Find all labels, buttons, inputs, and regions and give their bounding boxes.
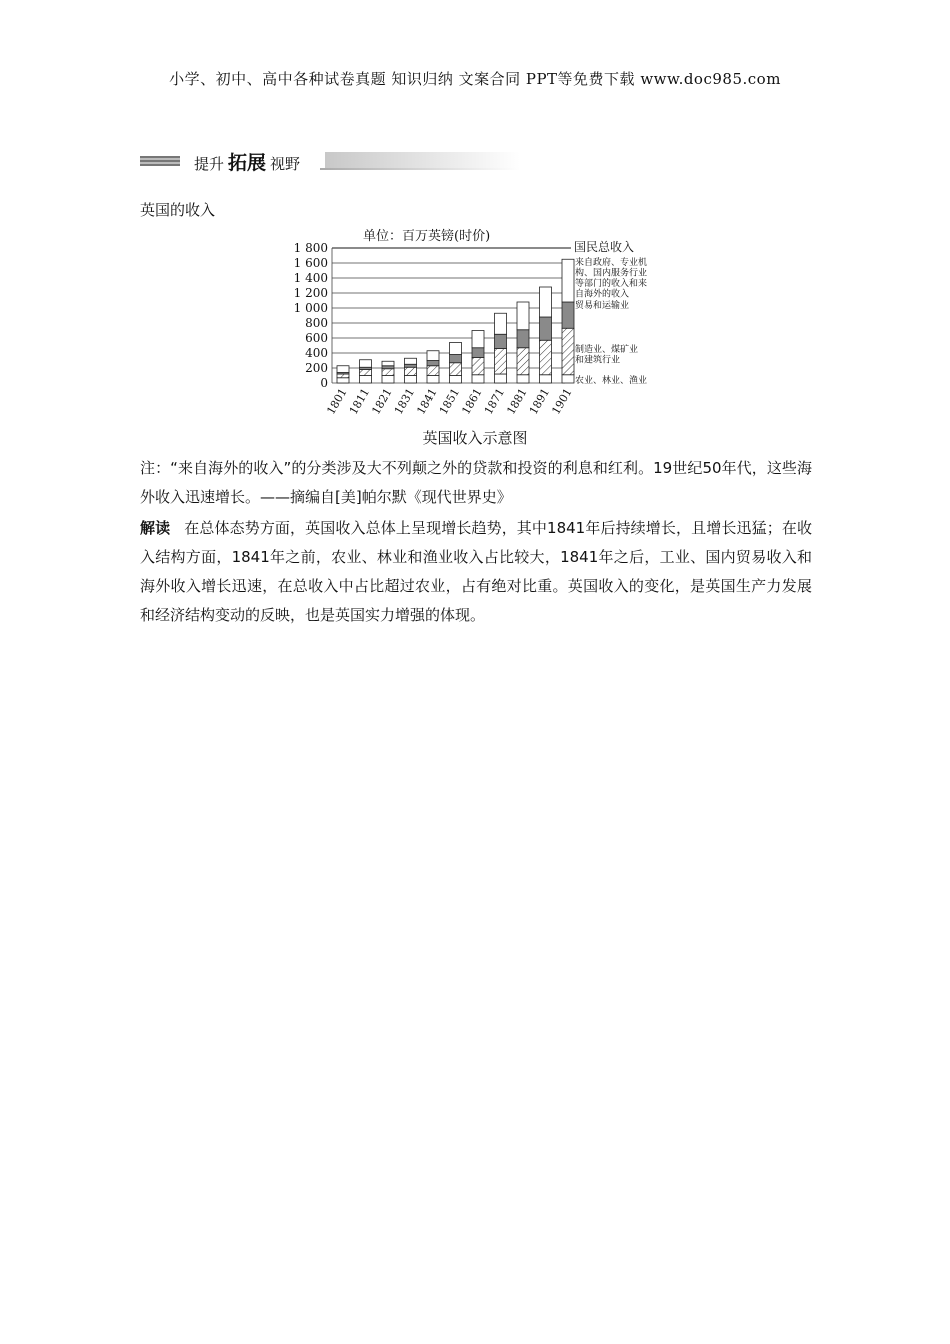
- bar-segment: [450, 363, 462, 376]
- analysis-text: 在总体态势方面，英国收入总体上呈现增长趋势，其中1841年后持续增长，且增长迅猛；在收入结构方面，1841年之前，农业、林业和渔业收入占比较大，1841年之后，工业、国内贸易收入和海外收入增长迅速，在总收入中占比超过农业，占有绝对比重。英国收入的变化，是英国生产力发展和经济结构变动的反映，也是英国实力增强的体现。: [140, 519, 812, 624]
- bar-segment: [495, 313, 507, 334]
- bar-segment: [495, 334, 507, 348]
- bar-segment: [405, 367, 417, 375]
- y-tick-label: 1 200: [295, 286, 328, 300]
- section-title: [194, 148, 300, 175]
- subheading: 英国的收入: [140, 201, 216, 219]
- x-tick-label: 1821: [369, 386, 395, 417]
- y-tick-label: 1 000: [295, 301, 328, 315]
- legend-label: 等部门的收入和来: [575, 279, 648, 289]
- bar-segment: [360, 376, 372, 384]
- section-banner: [140, 146, 520, 174]
- bar-segment: [382, 361, 394, 366]
- chart-caption: 英国收入示意图: [422, 429, 528, 447]
- bar-segment: [540, 317, 552, 340]
- bar-segment: [517, 302, 529, 330]
- legend-label: 贸易和运输业: [575, 301, 630, 311]
- bar-segment: [450, 355, 462, 363]
- income-chart-svg: [295, 225, 675, 425]
- bar-segment: [427, 366, 439, 376]
- bar-segment: [472, 348, 484, 358]
- bar-segment: [450, 343, 462, 355]
- bar-segment: [562, 259, 574, 302]
- banner-underline: [320, 168, 520, 170]
- bar-segment: [427, 376, 439, 384]
- chart-note: 注：“来自海外的收入”的分类涉及大不列颠之外的贷款和投资的利息和红利。19世纪50年代，这些海外收入迅速增长。——摘编自[美]帕尔默《现代世界史》: [140, 459, 812, 506]
- income-chart: [295, 225, 675, 425]
- analysis-paragraph: [140, 514, 812, 630]
- y-tick-label: 0: [320, 376, 328, 390]
- legend-label: 制造业、煤矿业: [575, 345, 639, 355]
- bar-segment: [405, 376, 417, 384]
- bar-segment: [472, 331, 484, 348]
- bar-segment: [337, 366, 349, 373]
- bar-segment: [540, 340, 552, 375]
- bar-segment: [562, 328, 574, 375]
- bar-segment: [405, 364, 417, 367]
- bar-segment: [337, 378, 349, 383]
- x-tick-label: 1861: [459, 386, 485, 417]
- bar-segment: [405, 358, 417, 364]
- y-tick-label: 800: [305, 316, 328, 330]
- section-title-main: 拓展: [228, 152, 267, 174]
- y-tick-label: 600: [305, 331, 328, 345]
- legend-label: 和建筑行业: [575, 355, 621, 366]
- x-tick-label: 1891: [526, 386, 553, 417]
- y-tick-label: 1 400: [295, 271, 328, 285]
- bar-segment: [360, 360, 372, 368]
- y-tick-label: 200: [305, 361, 328, 375]
- bar-segment: [472, 375, 484, 383]
- section-title-prefix: 提升: [194, 155, 225, 173]
- y-tick-label: 400: [305, 346, 328, 360]
- analysis-lead: 解读: [140, 519, 171, 537]
- bar-segment: [540, 375, 552, 383]
- bar-segment: [427, 351, 439, 361]
- x-tick-label: 1881: [504, 386, 530, 417]
- x-tick-label: 1851: [436, 386, 463, 417]
- legend-label: 农业、林业、渔业: [575, 376, 648, 386]
- bar-segment: [382, 366, 394, 369]
- bar-segment: [517, 330, 529, 348]
- bar-segment: [360, 370, 372, 376]
- bar-segment: [495, 349, 507, 375]
- section-title-suffix: 视野: [270, 155, 301, 173]
- x-tick-label: 1841: [414, 386, 440, 417]
- page-header: 小学、初中、高中各种试卷真题 知识归纳 文案合同 PPT等免费下载 www.doc985.com: [169, 70, 781, 88]
- bar-segment: [337, 374, 349, 378]
- chart-total-label: 国民总收入: [574, 240, 635, 254]
- bar-segment: [517, 348, 529, 375]
- x-tick-label: 1801: [324, 386, 350, 417]
- legend-label: 来自政府、专业机: [575, 258, 648, 268]
- chart-unit-label: 单位：百万英镑(时价): [363, 229, 491, 244]
- bar-segment: [427, 361, 439, 366]
- y-tick-label: 1 600: [295, 256, 328, 270]
- bar-segment: [495, 374, 507, 383]
- x-tick-label: 1901: [549, 386, 575, 417]
- bar-segment: [517, 375, 529, 383]
- x-tick-label: 1871: [481, 386, 508, 417]
- bar-segment: [382, 376, 394, 384]
- bar-segment: [562, 302, 574, 328]
- y-tick-label: 1 800: [295, 241, 328, 255]
- bar-segment: [472, 358, 484, 375]
- x-tick-label: 1831: [391, 386, 418, 417]
- bar-segment: [562, 375, 574, 383]
- bar-segment: [540, 287, 552, 317]
- banner-stripe: [140, 156, 180, 166]
- legend-label: 自海外的收入: [575, 289, 630, 300]
- bar-segment: [450, 376, 462, 384]
- bar-segment: [382, 369, 394, 376]
- x-tick-label: 1811: [346, 386, 373, 417]
- legend-label: 构、国内服务行业: [575, 268, 648, 279]
